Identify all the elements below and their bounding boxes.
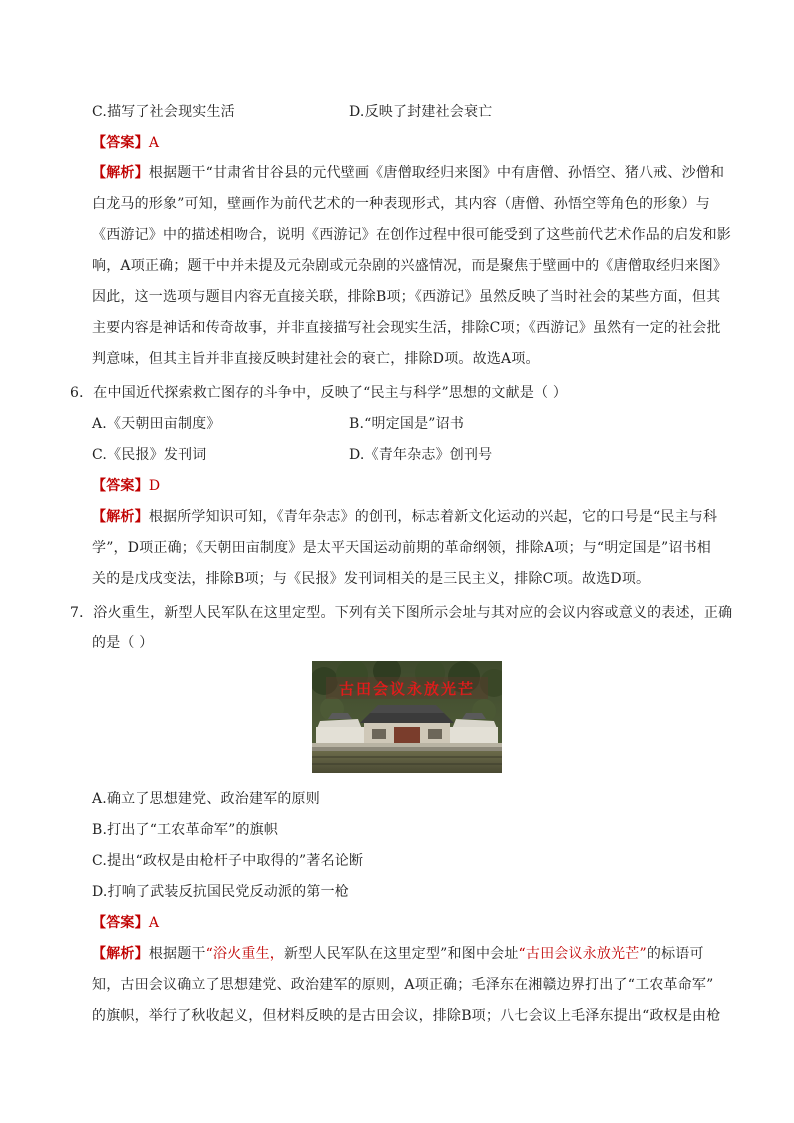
- answer-value: A: [148, 135, 160, 151]
- q5-analysis-line-7: 判意味，但其主旨并非直接反映封建社会的衰亡，排除D项。故选A项。: [92, 351, 540, 367]
- analysis-text: 根据所学知识可知，《青年杂志》的创刊，标志着新文化运动的兴起，它的口号是“民主与科: [148, 509, 718, 525]
- q5-analysis-line-5: 因此，这一选项与题目内容无直接关联，排除B项；《西游记》虽然反映了当时社会的某些方面，但其: [92, 289, 721, 305]
- analysis-tag: 【解析】: [92, 946, 149, 962]
- gutian-meeting-site-photo: [312, 661, 502, 773]
- answer-tag: 【答案】: [92, 915, 149, 931]
- q6-option-d: D.《青年杂志》创刊号: [349, 447, 493, 463]
- q7-analysis-line-2: 知，古田会议确立了思想建党、政治建军的原则，A项正确；毛泽东在湘赣边界打出了“工农革命军”: [92, 977, 714, 993]
- analysis-tag: 【解析】: [92, 509, 149, 525]
- q5-analysis-line-2: 白龙马的形象”可知，壁画作为前代艺术的一种表现形式，其内容（唐僧、孙悟空等角色的形象）与: [92, 196, 710, 212]
- q6-analysis-line-3: 关的是戊戌变法，排除B项；与《民报》发刊词相关的是三民主义，排除C项。故选D项。: [92, 571, 651, 587]
- q5-analysis-line-6: 主要内容是神话和传奇故事，并非直接描写社会现实生活，排除C项；《西游记》虽然有一定的社会批: [92, 320, 721, 336]
- quoted-sign: “古田会议永放光芒”: [518, 946, 647, 962]
- quoted-stem: “浴火重生，: [205, 946, 284, 962]
- q7-stem-line-2: 的是（ ）: [92, 635, 154, 651]
- gutian-sign-text: 古田会议永放光芒: [338, 680, 476, 698]
- q7-option-c: C.提出“政权是由枪杆子中取得的”著名论断: [92, 853, 364, 869]
- q7-option-d: D.打响了武装反抗国民党反动派的第一枪: [92, 884, 349, 900]
- analysis-tag: 【解析】: [92, 165, 149, 181]
- q7-stem-line-1: 7．浴火重生，新型人民军队在这里定型。下列有关下图所示会址与其对应的会议内容或意义的表述，正确: [70, 605, 733, 621]
- analysis-text: 新型人民军队在这里定型”和图中会址: [283, 946, 519, 962]
- answer-tag: 【答案】: [92, 135, 149, 151]
- analysis-text: 根据题干: [148, 946, 206, 962]
- q5-analysis-line-1: [92, 163, 724, 183]
- q5-analysis-line-4: 响，A项正确；题干中并未提及元杂剧或元杂剧的兴盛情况，而是聚焦于壁画中的《唐僧取经归来图》: [92, 258, 728, 274]
- q6-option-c: C.《民报》发刊词: [92, 447, 207, 463]
- q5-option-d: D.反映了封建社会衰亡: [349, 104, 493, 120]
- answer-value: A: [148, 915, 160, 931]
- q6-option-b: B.“明定国是”诏书: [349, 416, 465, 432]
- q7-answer: [92, 913, 159, 933]
- q7-option-a: A.确立了思想建党、政治建军的原则: [92, 791, 320, 807]
- q7-analysis-line-3: 的旗帜，举行了秋收起义，但材料反映的是古田会议，排除B项；八七会议上毛泽东提出“政权是由枪: [92, 1008, 721, 1024]
- q6-answer: [92, 476, 160, 496]
- q7-option-b: B.打出了“工农革命军”的旗帜: [92, 822, 279, 838]
- q6-analysis-line-1: [92, 507, 717, 527]
- answer-value: D: [148, 478, 161, 494]
- q6-analysis-line-2: 学”，D项正确；《天朝田亩制度》是太平天国运动前期的革命纲领，排除A项；与“明定国是”诏书相: [92, 540, 712, 556]
- q5-option-c: C.描写了社会现实生活: [92, 104, 235, 120]
- q5-analysis-line-3: 《西游记》中的描述相吻合，说明《西游记》在创作过程中很可能受到了这些前代艺术作品的启发和影: [92, 227, 731, 243]
- q6-stem: 6．在中国近代探索救亡图存的斗争中，反映了“民主与科学”思想的文献是（ ）: [70, 385, 568, 401]
- analysis-text: 根据题干“甘肃省甘谷县的元代壁画《唐僧取经归来图》中有唐僧、孙悟空、猪八戒、沙僧和: [148, 165, 725, 181]
- q7-analysis-line-1: [92, 944, 704, 964]
- answer-tag: 【答案】: [92, 478, 149, 494]
- q6-option-a: A.《天朝田亩制度》: [92, 416, 221, 432]
- analysis-text: 的标语可: [646, 946, 704, 962]
- q5-answer: [92, 133, 159, 153]
